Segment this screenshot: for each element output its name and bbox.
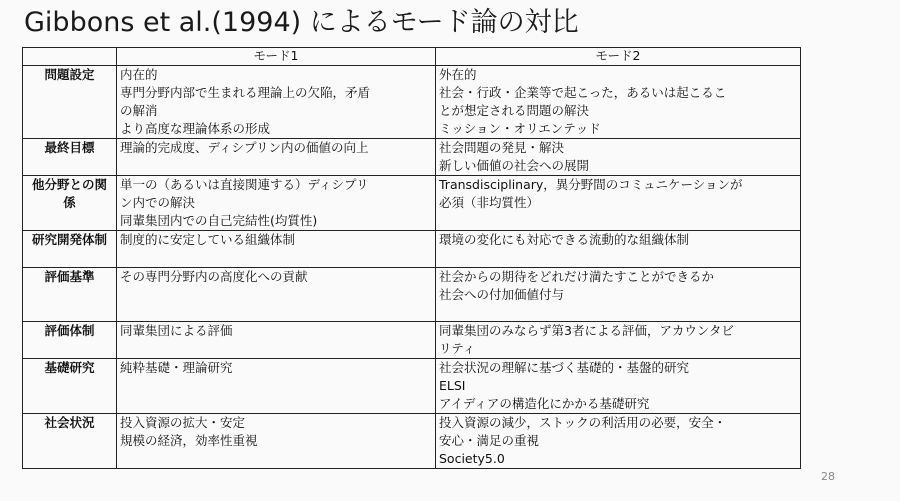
- slide-title: Gibbons et al.(1994) によるモード論の対比: [24, 7, 579, 38]
- row-label: 社会状況: [23, 414, 117, 469]
- page-number: 28: [821, 470, 835, 483]
- table-row: [23, 322, 801, 359]
- row-label: 基礎研究: [23, 359, 117, 414]
- header-mode1: モード1: [117, 48, 436, 66]
- mode1-cell: [117, 359, 436, 414]
- mode1-cell: [117, 414, 436, 469]
- table-row: [23, 359, 801, 414]
- mode1-cell-line: の解消: [120, 103, 158, 118]
- mode2-cell: [436, 322, 801, 359]
- mode1-cell: [117, 268, 436, 322]
- row-label: 問題設定: [23, 66, 117, 139]
- mode2-cell-line: ELSI: [439, 378, 466, 393]
- mode1-cell-line: 内在的: [120, 67, 158, 82]
- mode2-cell-line: 安心・満足の重視: [439, 433, 540, 448]
- mode1-cell-line: 同輩集団による評価: [120, 323, 233, 338]
- table-row: [23, 66, 801, 139]
- mode1-cell: [117, 176, 436, 231]
- header-empty-cell: [23, 48, 117, 66]
- mode1-cell-line: 投入資源の拡大・安定: [120, 415, 246, 430]
- mode1-cell-line: より高度な理論体系の形成: [120, 121, 271, 136]
- mode1-cell-line: 制度的に安定している組織体制: [120, 232, 296, 247]
- mode2-cell-line: リティ: [439, 341, 476, 356]
- mode1-cell-line: 専門分野内部で生まれる理論上の欠陥，矛盾: [120, 85, 371, 100]
- mode2-cell-line: Society5.0: [439, 451, 505, 466]
- mode2-cell: [436, 139, 801, 176]
- table-row: [23, 139, 801, 176]
- mode1-cell: [117, 231, 436, 268]
- mode2-cell-line: 社会からの期待をどれだけ満たすことができるか: [439, 269, 715, 284]
- mode1-cell-line: 規模の経済，効率性重視: [120, 433, 258, 448]
- mode1-cell: [117, 66, 436, 139]
- table-row: [23, 268, 801, 322]
- mode2-cell-line: 社会・行政・企業等で起こった，あるいは起こるこ: [439, 85, 727, 100]
- mode1-cell-line: 純粋基礎・理論研究: [120, 360, 233, 375]
- header-mode2: モード2: [436, 48, 801, 66]
- mode2-cell-line: 社会問題の発見・解決: [439, 140, 565, 155]
- mode1-cell: [117, 322, 436, 359]
- mode2-cell-line: 必須（非均質性）: [439, 195, 540, 210]
- mode2-cell: [436, 414, 801, 469]
- mode2-cell: [436, 66, 801, 139]
- mode1-cell-line: 単一の（あるいは直接関連する）ディシプリ: [120, 177, 369, 192]
- mode2-cell-line: とが想定される問題の解決: [439, 103, 590, 118]
- comparison-table: [22, 47, 801, 469]
- mode1-cell-line: 同輩集団内での自己完結性(均質性): [120, 213, 318, 228]
- table-row: [23, 414, 801, 469]
- table-row: [23, 231, 801, 268]
- mode2-cell-line: 新しい価値の社会への展開: [439, 158, 590, 173]
- mode1-cell: [117, 139, 436, 176]
- mode2-cell-line: 社会状況の理解に基づく基礎的・基盤的研究: [439, 360, 690, 375]
- row-label: 研究開発体制: [23, 231, 117, 268]
- mode2-cell: [436, 231, 801, 268]
- mode2-cell-line: アイディアの構造化にかかる基礎研究: [439, 396, 650, 411]
- mode2-cell: [436, 176, 801, 231]
- mode2-cell-line: Transdisciplinary，異分野間のコミュニケーションが: [439, 177, 743, 192]
- table-header-row: [23, 48, 801, 66]
- row-label: 評価基準: [23, 268, 117, 322]
- row-label: 評価体制: [23, 322, 117, 359]
- mode2-cell-line: 投入資源の減少，ストックの利活用の必要，安全・: [439, 415, 727, 430]
- row-label: 最終目標: [23, 139, 117, 176]
- mode1-cell-line: 理論的完成度、ディシプリン内の価値の向上: [120, 140, 369, 155]
- mode2-cell-line: 同輩集団のみならず第3者による評価，アカウンタビ: [439, 323, 734, 338]
- mode2-cell-line: ミッション・オリエンテッド: [439, 121, 601, 136]
- table-row: [23, 176, 801, 231]
- mode2-cell-line: 社会への付加価値付与: [439, 287, 565, 302]
- mode2-cell-line: 環境の変化にも対応できる流動的な組織体制: [439, 232, 690, 247]
- mode2-cell: [436, 359, 801, 414]
- row-label: 他分野との関係: [23, 176, 117, 231]
- mode2-cell: [436, 268, 801, 322]
- mode1-cell-line: その専門分野内の高度化への貢献: [120, 269, 308, 284]
- mode2-cell-line: 外在的: [439, 67, 477, 82]
- mode1-cell-line: ン内での解決: [120, 195, 196, 210]
